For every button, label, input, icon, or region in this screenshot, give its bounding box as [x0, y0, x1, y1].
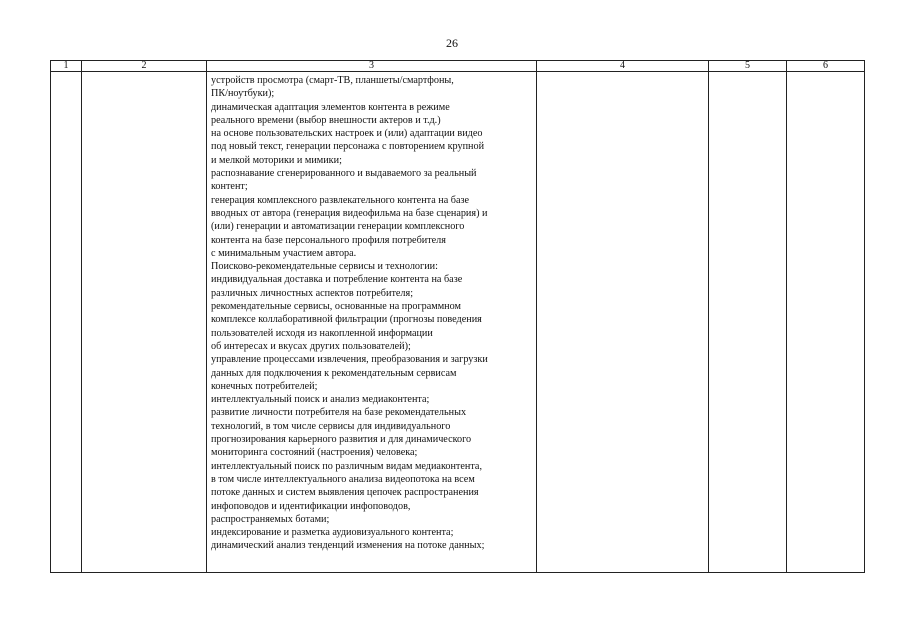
- text-line: управление процессами извлечения, преобразования и загрузки: [211, 354, 488, 366]
- text-line: конечных потребителей;: [211, 380, 318, 392]
- text-line: (или) генерации и автоматизации генерации комплексного: [211, 221, 465, 233]
- text-line: рекомендательные сервисы, основанные на программном: [211, 301, 461, 313]
- text-line: индексирование и разметка аудиовизуального контента;: [211, 527, 454, 539]
- text-line: контента на базе персонального профиля потребителя: [211, 234, 446, 246]
- text-line: и мелкой моторики и мимики;: [211, 154, 342, 166]
- text-line: контент;: [211, 181, 248, 193]
- cell-col-3-text: [211, 74, 533, 553]
- text-line: на основе пользовательских настроек и (или) адаптации видео: [211, 128, 483, 140]
- table-header-row: [51, 61, 865, 72]
- text-line: ПК/ноутбуки);: [211, 88, 275, 100]
- text-line: динамический анализ тенденций изменения на потоке данных;: [211, 540, 485, 552]
- text-line: данных для подключения к рекомендательным сервисам: [211, 367, 457, 379]
- text-line: прогнозирования карьерного развития и для динамического: [211, 434, 472, 446]
- text-line: вводных от автора (генерация видеофильма на базе сценария) и: [211, 207, 488, 219]
- cell-col-2: [82, 72, 207, 573]
- cell-col-4: [537, 72, 709, 573]
- text-line: распространяемых ботами;: [211, 513, 330, 525]
- cell-col-1: [51, 72, 82, 573]
- page-number: 26: [446, 36, 458, 50]
- text-line: технологий, в том числе сервисы для индивидуального: [211, 420, 451, 432]
- text-line: динамическая адаптация элементов контента в режиме: [211, 101, 450, 113]
- cell-col-5: [709, 72, 787, 573]
- text-line: мониторинга состояний (настроения) человека;: [211, 447, 418, 459]
- cell-col-3: [207, 72, 537, 573]
- text-line: интеллектуальный поиск по различным видам медиаконтента,: [211, 460, 482, 472]
- column-header-2: 2: [82, 61, 207, 72]
- text-line: инфоповодов и идентификации инфоповодов,: [211, 500, 411, 512]
- text-line: в том числе интеллектуального анализа видеопотока на всем: [211, 473, 475, 485]
- column-header-6: 6: [787, 61, 865, 72]
- text-line: индивидуальная доставка и потребление контента на базе: [211, 274, 463, 286]
- text-line: потоке данных и систем выявления цепочек распространения: [211, 487, 479, 499]
- text-line: Поисково-рекомендательные сервисы и технологии:: [211, 261, 438, 273]
- text-line: распознавание сгенерированного и выдаваемого за реальный: [211, 168, 477, 180]
- text-line: реального времени (выбор внешности актеров и т.д.): [211, 114, 441, 126]
- text-line: под новый текст, генерации персонажа с повторением крупной: [211, 141, 485, 153]
- cell-col-6: [787, 72, 865, 573]
- text-line: устройств просмотра (смарт-ТВ, планшеты/смартфоны,: [211, 75, 454, 86]
- text-line: пользователей исходя из накопленной информации: [211, 327, 433, 339]
- text-line: развитие личности потребителя на базе рекомендательных: [211, 407, 467, 419]
- document-table: [50, 60, 865, 573]
- text-line: комплексе коллаборативной фильтрации (прогнозы поведения: [211, 314, 482, 326]
- text-line: об интересах и вкусах других пользователей);: [211, 340, 411, 352]
- table-row: [51, 72, 865, 573]
- text-line: различных личностных аспектов потребителя;: [211, 287, 414, 299]
- column-header-3: 3: [207, 61, 537, 72]
- column-header-5: 5: [709, 61, 787, 72]
- column-header-1: 1: [51, 61, 82, 72]
- text-line: генерация комплексного развлекательного контента на базе: [211, 194, 470, 206]
- column-header-4: 4: [537, 61, 709, 72]
- text-line: с минимальным участием автора.: [211, 247, 357, 259]
- text-line: интеллектуальный поиск и анализ медиаконтента;: [211, 394, 430, 406]
